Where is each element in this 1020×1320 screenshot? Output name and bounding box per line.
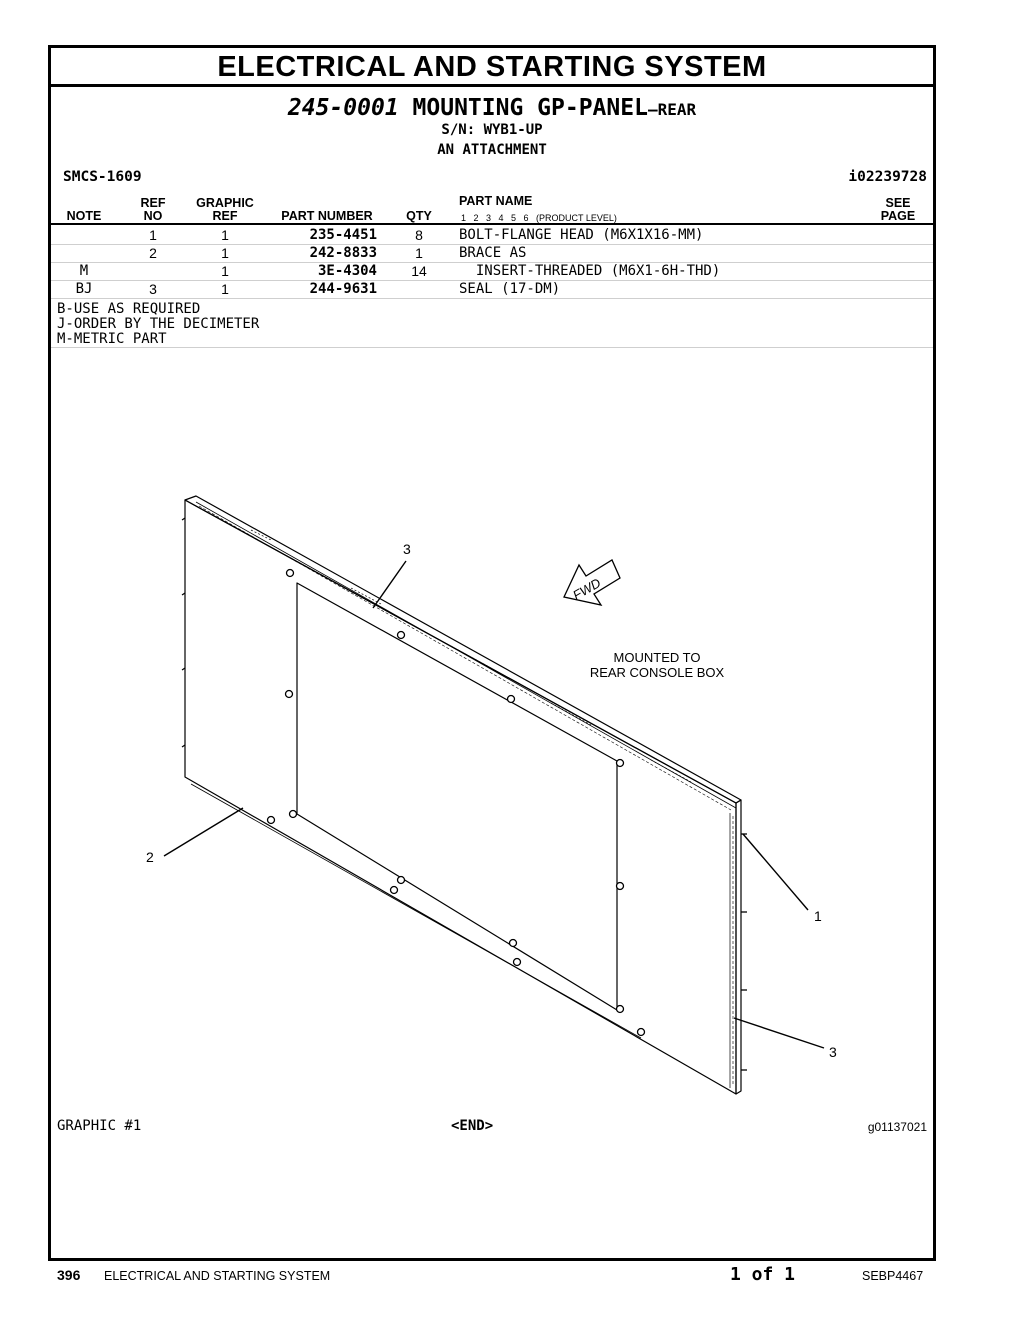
- note-line: B-USE AS REQUIRED: [57, 301, 201, 317]
- panel-opening: [297, 583, 617, 1010]
- header-qty: QTY: [406, 209, 432, 223]
- row-part-number: 3E-4304: [317, 263, 377, 279]
- footer-title: ELECTRICAL AND STARTING SYSTEM: [104, 1269, 331, 1283]
- header-ref-top: REF: [140, 196, 166, 210]
- section-title: ELECTRICAL AND STARTING SYSTEM: [51, 48, 933, 87]
- graphic-id: g01137021: [867, 1120, 927, 1134]
- header-part-number: PART NUMBER: [281, 209, 373, 223]
- header-see-top: SEE: [885, 196, 911, 210]
- row-part-name: SEAL (17-DM): [459, 281, 561, 297]
- header-part-name: PART NAME: [459, 194, 533, 208]
- panel-illustration: [51, 48, 933, 1258]
- page-frame: [48, 45, 936, 1261]
- row-qty: 8: [415, 227, 423, 243]
- footer-page-count: 1 of 1: [730, 1264, 796, 1285]
- row-qty: 1: [415, 245, 423, 261]
- panel-face: [185, 500, 736, 1094]
- mount-note-line2: REAR CONSOLE BOX: [589, 665, 725, 680]
- row-graphic: 1: [221, 263, 229, 279]
- callout-3-right: 3: [829, 1044, 837, 1060]
- row-part-name: BOLT-FLANGE HEAD (M6X1X16-MM): [459, 227, 704, 243]
- serial-number: S/N: WYB1-UP: [441, 122, 543, 138]
- note-line: M-METRIC PART: [57, 331, 167, 347]
- row-graphic: 1: [221, 281, 229, 297]
- group-number: 245-0001: [287, 95, 399, 121]
- row-part-number: 244-9631: [309, 281, 377, 297]
- row-note: M: [79, 263, 89, 279]
- callout-1: 1: [814, 908, 822, 924]
- group-name: MOUNTING GP-PANEL: [412, 95, 648, 121]
- smcs-code: SMCS-1609: [63, 169, 142, 185]
- row-graphic: 1: [221, 227, 229, 243]
- callout-2: 2: [146, 849, 154, 865]
- row-part-number: 235-4451: [309, 227, 377, 243]
- group-suffix: —REAR: [647, 100, 697, 119]
- header-note: NOTE: [66, 209, 102, 223]
- graphic-label: GRAPHIC #1: [57, 1118, 142, 1134]
- footer-page-number: 396: [57, 1267, 81, 1283]
- row-part-name: INSERT-THREADED (M6X1-6H-THD): [459, 263, 721, 279]
- header-graphic-bottom: REF: [212, 209, 238, 223]
- header-product-level: 1 2 3 4 5 6 (PRODUCT LEVEL): [461, 213, 617, 223]
- row-qty: 14: [411, 263, 427, 279]
- footer-document-id: SEBP4467: [862, 1269, 924, 1283]
- fwd-label: FWD: [570, 575, 604, 604]
- header-ref-bottom: NO: [143, 209, 163, 223]
- row-note: BJ: [75, 281, 93, 297]
- row-part-name: BRACE AS: [459, 245, 527, 261]
- mount-note-line1: MOUNTED TO: [613, 650, 701, 665]
- header-graphic-top: GRAPHIC: [196, 196, 254, 210]
- illustration-id: i02239728: [848, 169, 927, 185]
- row-graphic: 1: [221, 245, 229, 261]
- fwd-arrow-icon: [564, 560, 620, 605]
- row-ref: 3: [149, 281, 157, 297]
- row-ref: 1: [149, 227, 157, 243]
- callout-3-top: 3: [403, 541, 411, 557]
- header-see-bottom: PAGE: [880, 209, 916, 223]
- end-label: <END>: [451, 1118, 494, 1134]
- note-line: J-ORDER BY THE DECIMETER: [57, 316, 260, 332]
- row-part-number: 242-8833: [309, 245, 377, 261]
- row-ref: 2: [149, 245, 157, 261]
- group-type: AN ATTACHMENT: [437, 142, 547, 158]
- panel-right-edge: [736, 800, 741, 1094]
